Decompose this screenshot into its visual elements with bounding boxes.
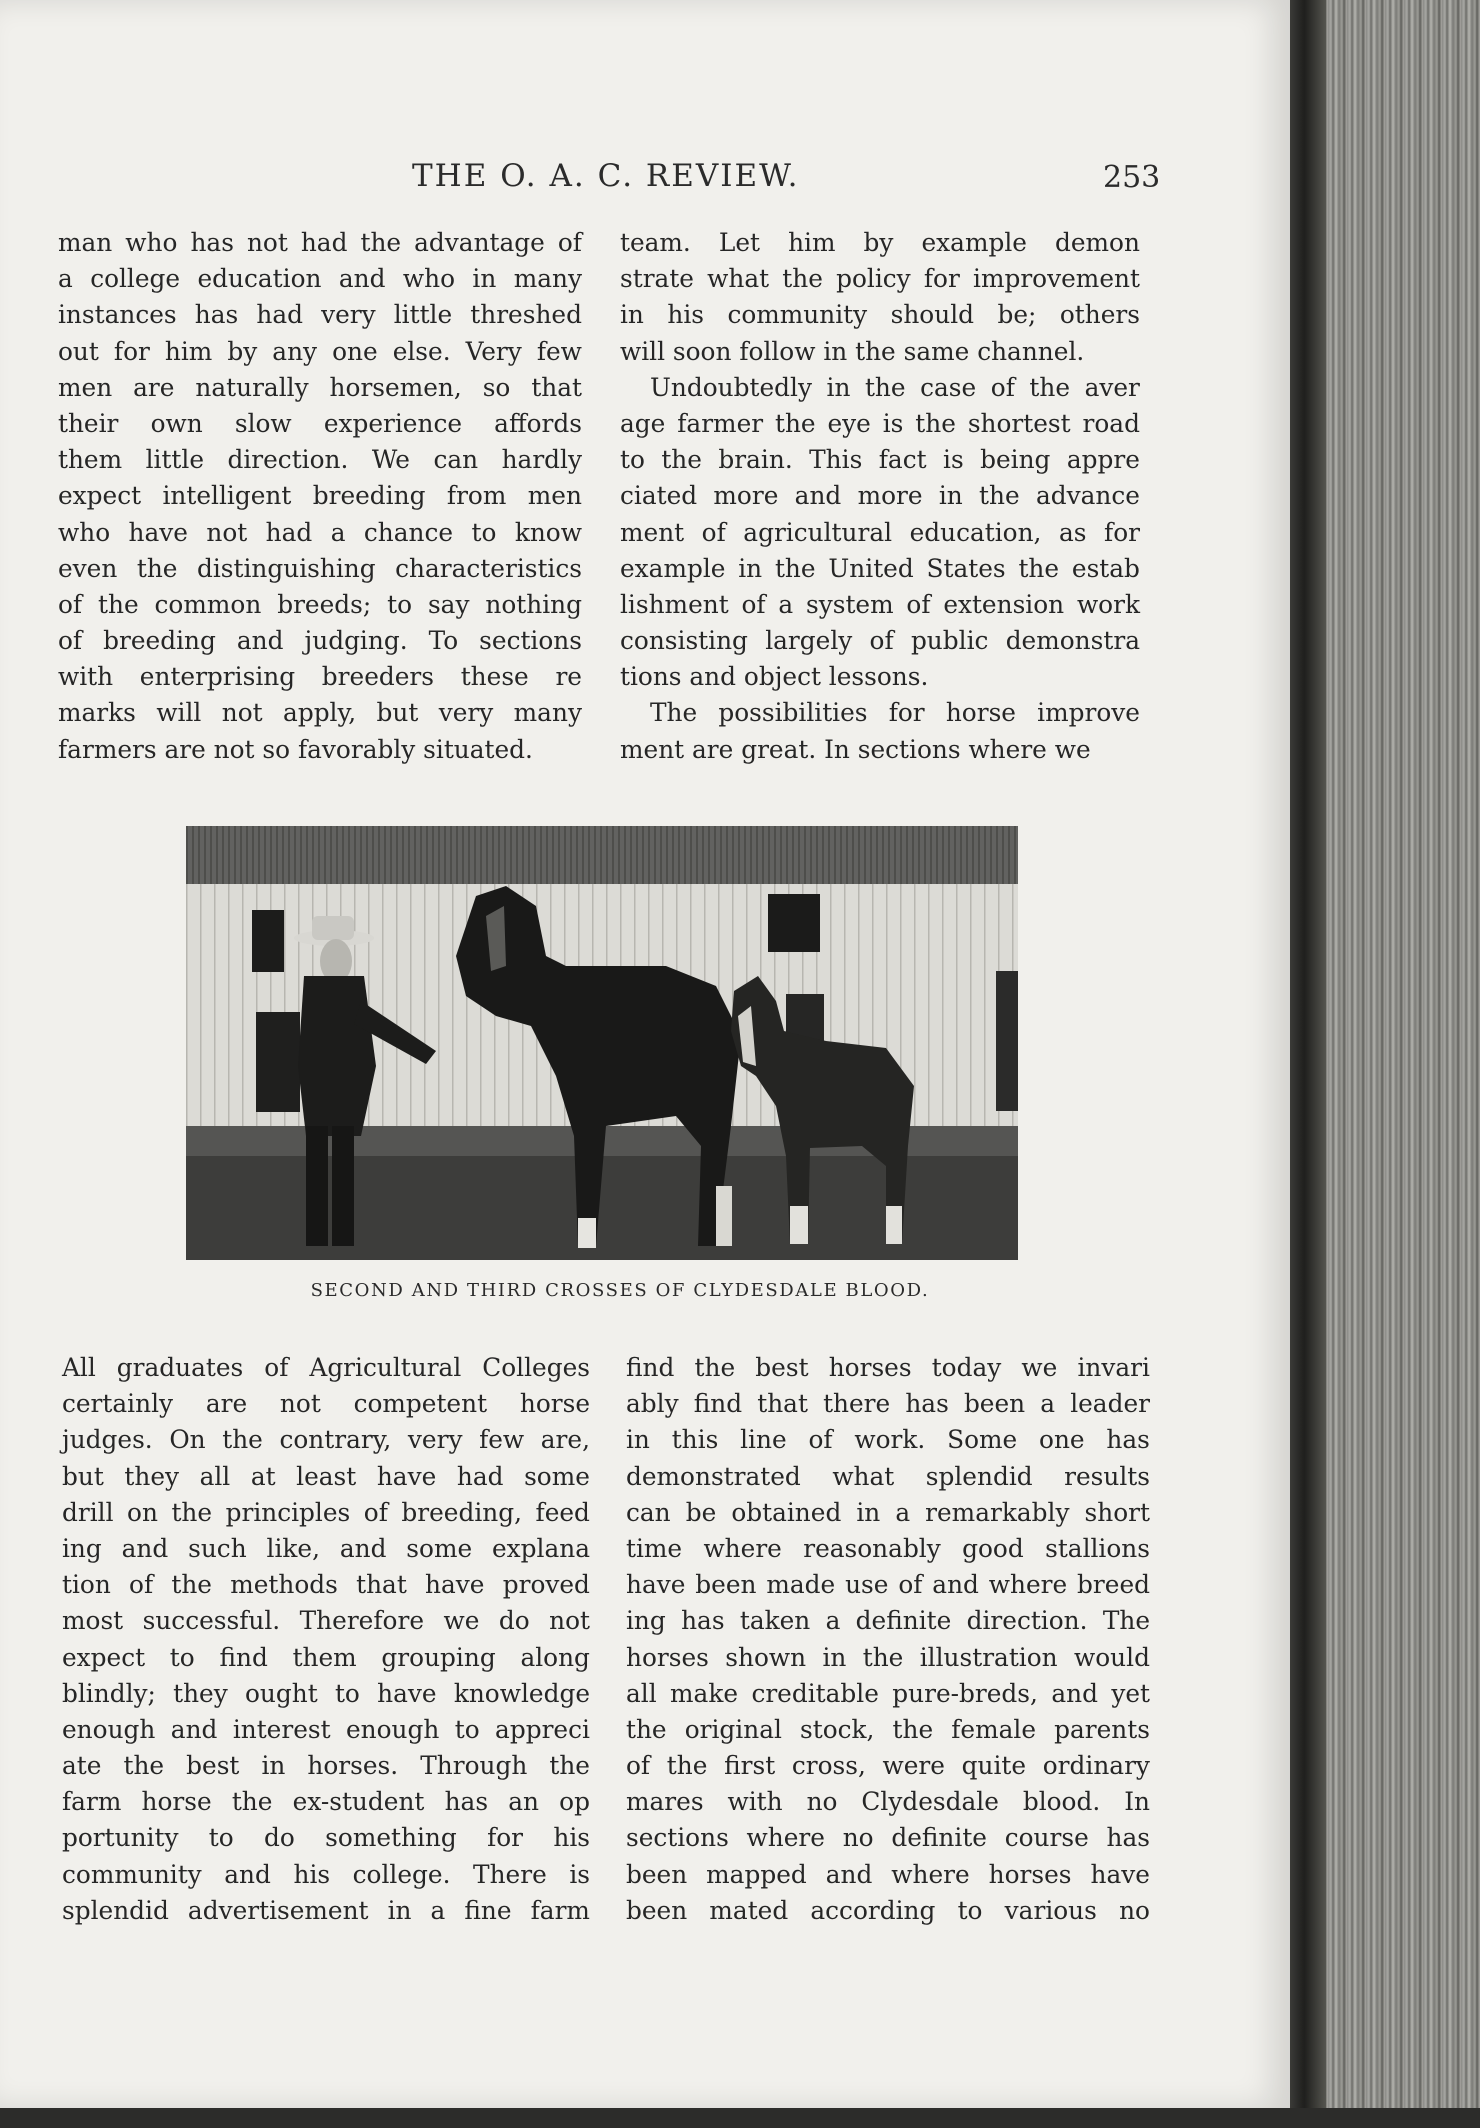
text-line: ing and such like, and some explana [62,1533,590,1563]
bottom-right-column [626,1350,1150,1929]
text-line: their own slow experience affords [58,408,582,438]
text-line: ate the best in horses. Through the [62,1751,590,1781]
text-line: consisting largely of public demonstra [620,626,1140,656]
text-line: team. Let him by example demon [620,228,1140,257]
text-line: find the best horses today we invari [626,1353,1150,1382]
text-line: of breeding and judging. To sections [58,626,582,656]
book-spine-shadow [1290,0,1326,2128]
text-line: judges. On the contrary, very few are, [62,1425,590,1455]
text-line: of the common breeds; to say nothing [58,589,582,619]
text-line: with enterprising breeders these re [58,662,582,692]
text-line: man who has not had the advantage of [58,228,582,257]
text-line: expect intelligent breeding from men [58,481,582,511]
text-line: certainly are not competent horse [62,1389,590,1419]
text-line: ing has taken a definite direction. The [626,1606,1150,1636]
text-line: been mated according to various no [626,1895,1150,1925]
text-line: ment are great. In sections where we [620,734,1091,764]
bottom-left-column [62,1350,590,1929]
text-line: example in the United States the estab [620,553,1140,583]
text-line: who have not had a chance to know [58,517,582,547]
text-line: of the first cross, were quite ordinary [626,1751,1150,1781]
text-line: ment of agricultural education, as for [620,517,1140,547]
text-line: sections where no definite course has [626,1823,1150,1853]
text-line: blindly; they ought to have knowledge [62,1678,590,1708]
text-line: in this line of work. Some one has [626,1425,1150,1455]
text-line: instances has had very little threshed [58,300,582,330]
text-line: tion of the methods that have proved [62,1570,590,1600]
text-line: community and his college. There is [62,1859,590,1889]
text-line: age farmer the eye is the shortest road [620,408,1140,438]
text-line: strate what the policy for improvement [620,264,1140,294]
text-line: horses shown in the illustration would [626,1642,1150,1672]
text-line: farm horse the ex-student has an op [62,1787,590,1817]
text-line: All graduates of Agricultural Colleges [62,1353,590,1382]
text-line: even the distinguishing characteristics [58,553,582,583]
photo-caption: SECOND AND THIRD CROSSES OF CLYDESDALE BLOOD. [310,1280,930,1301]
text-line: enough and interest enough to appreci [62,1714,590,1744]
text-line: drill on the principles of breeding, feed [62,1497,590,1527]
text-line: ably find that there has been a leader [626,1389,1150,1419]
text-line: all make creditable pure-breds, and yet [626,1678,1150,1708]
text-line: in his community should be; others [620,300,1140,330]
text-line: Undoubtedly in the case of the aver [650,372,1140,402]
text-line: mares with no Clydesdale blood. In [626,1787,1150,1817]
text-line: lishment of a system of extension work [620,589,1140,619]
text-line: marks will not apply, but very many [58,698,582,728]
text-line: will soon follow in the same channel. [620,336,1085,366]
top-left-column [58,225,582,768]
text-line: the original stock, the female parents [626,1714,1150,1744]
text-line: have been made use of and where breed [626,1570,1150,1600]
text-line: can be obtained in a remarkably short [626,1497,1150,1527]
text-line: expect to find them grouping along [62,1642,590,1672]
text-line: demonstrated what splendid results [626,1461,1150,1491]
text-line: time where reasonably good stallions [626,1533,1150,1563]
text-line: farmers are not so favorably situated. [58,734,533,764]
text-line: been mapped and where horses have [626,1859,1150,1889]
text-line: tions and object lessons. [620,662,929,692]
text-line: out for him by any one else. Very few [58,336,582,366]
bottom-border [0,2108,1480,2128]
text-line: ciated more and more in the advance [620,481,1140,511]
text-line: splendid advertisement in a fine farm [62,1895,590,1925]
text-line: to the brain. This fact is being appre [620,445,1140,475]
text-line: but they all at least have had some [62,1461,590,1491]
horse-photograph [186,826,1018,1260]
text-line: a college education and who in many [58,264,582,294]
running-title: THE O. A. C. REVIEW. [412,158,800,194]
text-line: them little direction. We can hardly [58,445,582,475]
text-line: most successful. Therefore we do not [62,1606,590,1636]
top-right-column [620,225,1140,768]
text-line: men are naturally horsemen, so that [58,372,582,402]
text-line: The possibilities for horse improve [650,698,1140,728]
page-number: 253 [1103,160,1161,195]
text-line: portunity to do something for his [62,1823,590,1853]
